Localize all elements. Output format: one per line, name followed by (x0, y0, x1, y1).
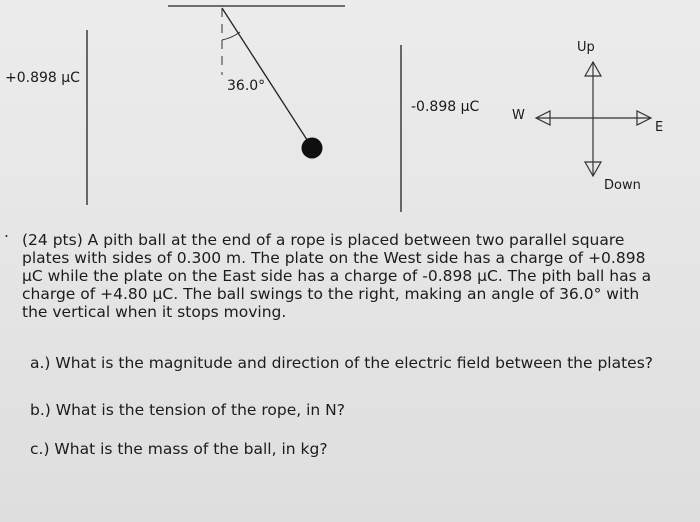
question-c: c.) What is the mass of the ball, in kg? (30, 440, 328, 458)
compass-west-label: W (512, 108, 525, 123)
east-plate-charge-label: -0.898 µC (411, 99, 480, 115)
question-b: b.) What is the tension of the rope, in N? (30, 401, 345, 419)
problem-line: (24 pts) A pith ball at the end of a rope is placed between two parallel square (22, 231, 625, 249)
pith-ball (302, 138, 323, 159)
angle-label: 36.0° (227, 78, 266, 94)
question-a: a.) What is the magnitude and direction of the electric field between the plates? (30, 354, 654, 372)
west-plate-charge-label: +0.898 µC (5, 70, 80, 86)
rope (222, 8, 311, 146)
problem-line: the vertical when it stops moving. (22, 303, 287, 321)
problem-bullet: . (4, 223, 9, 241)
compass-down-label: Down (604, 178, 641, 193)
compass-up-label: Up (577, 40, 595, 55)
problem-line: µC while the plate on the East side has a charge of -0.898 µC. The pith ball has a (22, 267, 652, 285)
problem-line: charge of +4.80 µC. The ball swings to the right, making an angle of 36.0° with (22, 285, 640, 303)
angle-arc (222, 32, 240, 40)
compass-east-label: E (655, 120, 664, 135)
pendulum-diagram (0, 0, 700, 215)
compass-rose (536, 62, 651, 176)
problem-line: plates with sides of 0.300 m. The plate on the West side has a charge of +0.898 (22, 249, 646, 267)
